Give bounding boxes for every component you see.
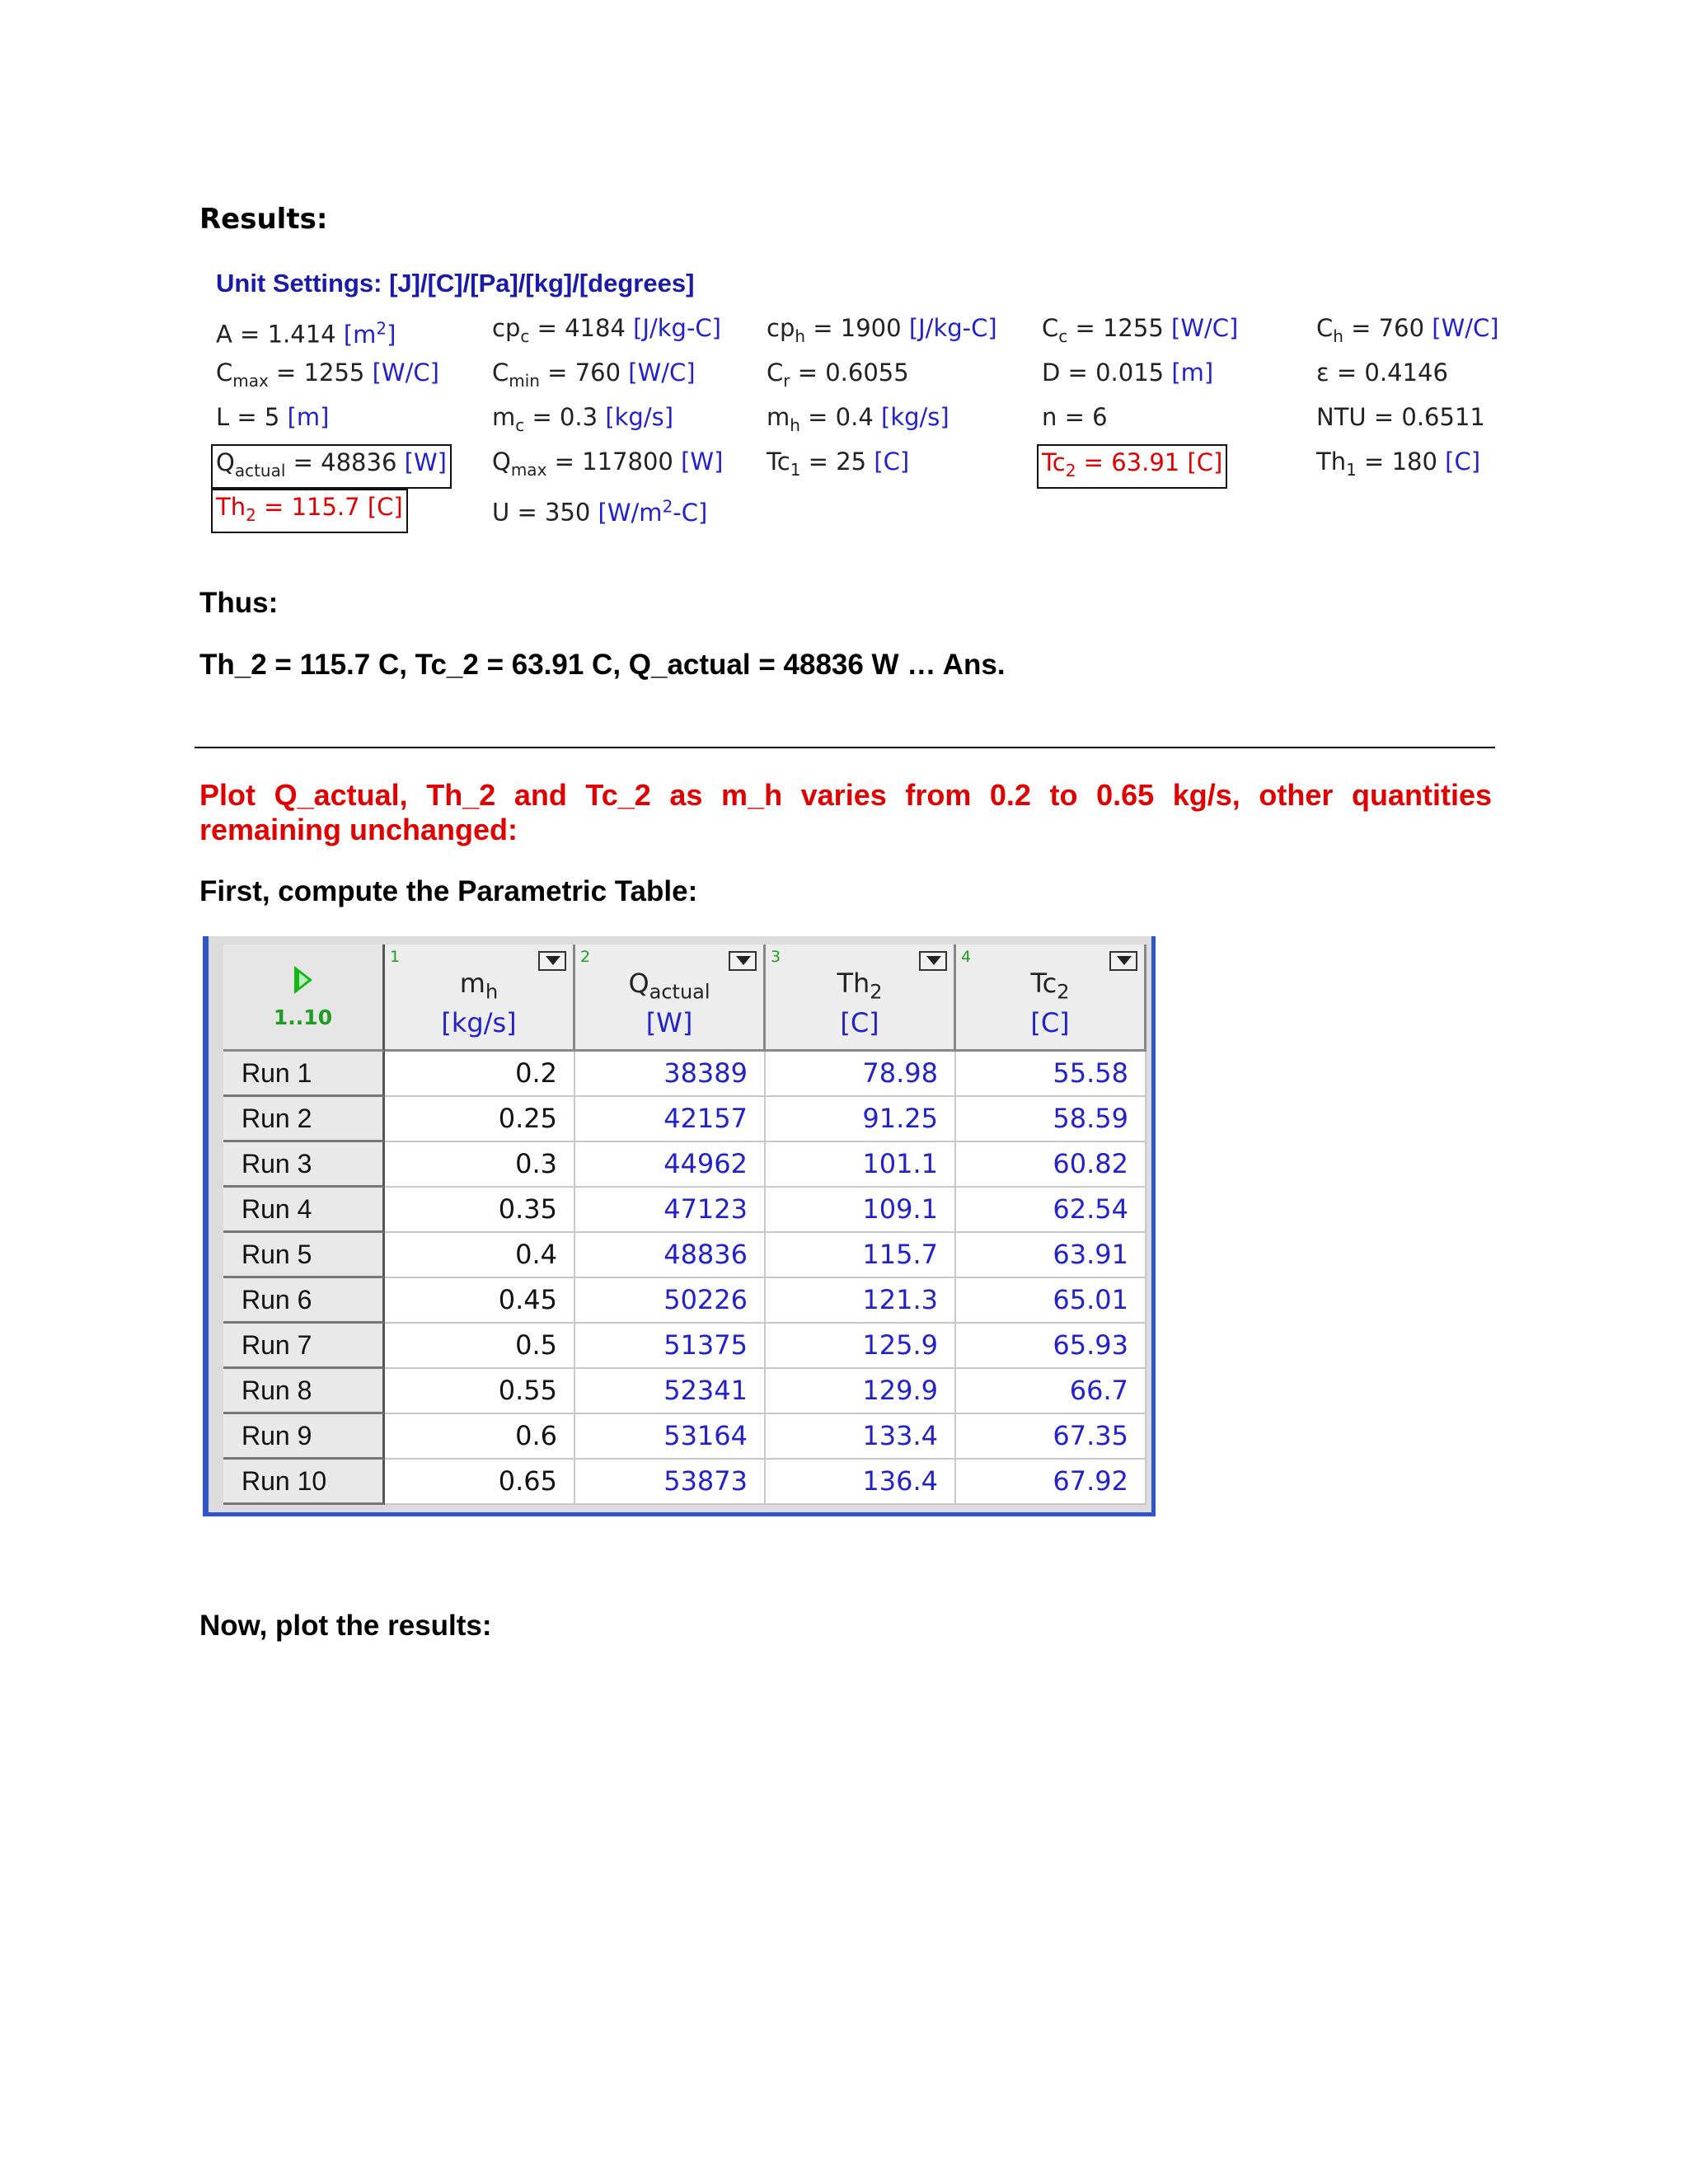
var-name: cp	[492, 314, 521, 342]
var-value: = 760	[539, 359, 629, 387]
run-label[interactable]: Run 1	[223, 1052, 385, 1097]
var-subscript: r	[783, 370, 790, 391]
var-cmax	[216, 358, 439, 396]
parametric-table	[203, 936, 1156, 1516]
column-unit: [C]	[1030, 1007, 1070, 1038]
table-cell[interactable]: 0.2	[385, 1052, 575, 1097]
var-value: = 1255	[1067, 314, 1172, 342]
table-cell[interactable]: 133.4	[766, 1414, 956, 1460]
var-value: = 25	[800, 448, 874, 476]
var-name: NTU	[1316, 403, 1367, 431]
var-subscript: 1	[790, 459, 801, 480]
column-unit: [C]	[840, 1007, 879, 1038]
table-cell[interactable]: 48836	[575, 1233, 766, 1278]
column-number: 4	[961, 948, 972, 966]
var-name: Q	[492, 448, 511, 476]
var-u	[492, 491, 707, 527]
run-label[interactable]: Run 5	[223, 1233, 385, 1278]
var-unit: [C]	[874, 448, 910, 476]
var-name: C	[492, 359, 509, 387]
var-subscript: 2	[1065, 460, 1076, 480]
var-qmax	[492, 447, 723, 485]
var-unit: [kg/s]	[881, 403, 950, 431]
var-subscript: c	[1058, 326, 1068, 346]
table-cell[interactable]: 0.55	[385, 1369, 575, 1414]
run-label[interactable]: Run 2	[223, 1097, 385, 1142]
table-cell[interactable]: 121.3	[766, 1278, 956, 1324]
var-unit: [W/C]	[372, 359, 439, 387]
var-name: C	[1316, 314, 1334, 342]
table-cell[interactable]: 50226	[575, 1278, 766, 1324]
var-eps	[1316, 358, 1448, 387]
var-subscript: c	[520, 326, 530, 346]
table-cell[interactable]: 91.25	[766, 1097, 956, 1142]
run-selector-header[interactable]	[223, 944, 385, 1052]
table-cell[interactable]: 0.25	[385, 1097, 575, 1142]
var-value: = 63.91	[1076, 448, 1188, 476]
var-name: Th	[1316, 448, 1347, 476]
column-header-4[interactable]	[956, 944, 1146, 1052]
var-unit: $[W/m^2-C]$	[598, 496, 708, 527]
table-cell[interactable]: 0.45	[385, 1278, 575, 1324]
table-cell[interactable]: 0.6	[385, 1414, 575, 1460]
column-number: 3	[771, 948, 781, 966]
var-name: Th	[216, 493, 246, 521]
run-label[interactable]: Run 10	[223, 1460, 385, 1505]
var-name: cp	[767, 314, 795, 342]
column-name: $Tc_2$	[1030, 968, 1070, 1004]
now-plot-heading: Now, plot the results:	[199, 1610, 492, 1642]
var-unit: [m]	[287, 403, 330, 431]
var-a	[216, 313, 396, 349]
column-number: 1	[390, 948, 401, 966]
var-mc	[492, 402, 673, 440]
var-unit: [C]	[1445, 448, 1481, 476]
table-cell[interactable]: 55.58	[956, 1052, 1146, 1097]
column-header-1[interactable]	[385, 944, 575, 1052]
var-value: = 0.6511	[1366, 403, 1485, 431]
var-value: = 1255	[268, 359, 373, 387]
table-cell[interactable]: 58.59	[956, 1097, 1146, 1142]
var-value: = 6	[1057, 403, 1108, 431]
var-unit: [W/C]	[1432, 314, 1499, 342]
var-value: = 5	[229, 403, 288, 431]
var-value: = 115.7	[256, 493, 368, 521]
var-name: Tc	[767, 448, 790, 476]
table-cell[interactable]: 0.4	[385, 1233, 575, 1278]
table-cell[interactable]: 38389	[575, 1052, 766, 1097]
var-name: A	[216, 320, 232, 349]
var-unit: [W]	[404, 448, 447, 476]
run-label[interactable]: Run 8	[223, 1369, 385, 1414]
column-number: 2	[580, 948, 591, 966]
var-subscript: min	[509, 370, 540, 391]
var-subscript: h	[790, 415, 800, 435]
table-cell[interactable]: 0.3	[385, 1142, 575, 1188]
table-cell[interactable]: 109.1	[766, 1188, 956, 1233]
var-subscript: c	[515, 415, 525, 435]
var-subscript: max	[232, 370, 269, 391]
column-unit: [kg/s]	[441, 1007, 517, 1038]
var-value: = 0.4	[799, 403, 882, 431]
play-icon-highlight	[299, 972, 308, 987]
table-cell[interactable]: 47123	[575, 1188, 766, 1233]
var-value: = 48836	[285, 448, 405, 476]
table-cell[interactable]: 78.98	[766, 1052, 956, 1097]
var-unit: $[m^2]$	[343, 318, 396, 349]
var-unit: [J/kg-C]	[633, 314, 721, 342]
var-name: m	[492, 403, 516, 431]
table-cell[interactable]: 0.5	[385, 1324, 575, 1369]
table-cell[interactable]: 66.7	[956, 1369, 1146, 1414]
table-cell[interactable]: 53873	[575, 1460, 766, 1505]
var-value: = 180	[1356, 448, 1446, 476]
table-cell[interactable]: 60.82	[956, 1142, 1146, 1188]
var-cph	[767, 313, 997, 351]
var-value: = 1900	[805, 314, 909, 342]
var-value: = 117800	[546, 448, 682, 476]
var-value: = 4184	[529, 314, 634, 342]
var-cc	[1042, 313, 1238, 351]
table-cell[interactable]: 67.35	[956, 1414, 1146, 1460]
var-tc2	[1037, 444, 1227, 489]
var-name: Q	[216, 448, 235, 476]
column-name: $m_h$	[459, 968, 499, 1004]
var-value: = 0.4146	[1329, 359, 1448, 387]
var-value: = 1.414	[232, 320, 344, 349]
var-unit: [J/kg-C]	[908, 314, 997, 342]
var-unit: [kg/s]	[605, 403, 674, 431]
var-cr	[767, 358, 909, 396]
var-cpc	[492, 313, 721, 351]
var-unit: [C]	[1187, 448, 1223, 476]
run-range: 1..10	[273, 1005, 333, 1029]
var-tc1	[767, 447, 909, 485]
var-ntu	[1316, 402, 1485, 432]
var-subscript: actual	[234, 460, 286, 480]
var-n	[1042, 402, 1108, 432]
table-cell[interactable]: 0.35	[385, 1188, 575, 1233]
var-subscript: h	[795, 326, 806, 346]
table-cell[interactable]: 115.7	[766, 1233, 956, 1278]
var-name: C	[216, 359, 233, 387]
table-cell[interactable]: 52341	[575, 1369, 766, 1414]
column-name: $Q_{actual}$	[628, 968, 710, 1004]
var-name: D	[1042, 359, 1061, 387]
var-ch	[1316, 313, 1499, 351]
var-unit: [W/C]	[628, 359, 696, 387]
var-qactual	[211, 444, 452, 489]
var-value: = 0.6055	[790, 359, 909, 387]
table-cell[interactable]: 136.4	[766, 1460, 956, 1505]
var-value: = 350	[509, 498, 598, 527]
column-header-3[interactable]	[766, 944, 956, 1052]
var-name: m	[767, 403, 790, 431]
table-cell[interactable]: 101.1	[766, 1142, 956, 1188]
var-unit: [m]	[1171, 359, 1214, 387]
var-d	[1042, 358, 1213, 387]
var-subscript: h	[1333, 326, 1343, 346]
var-l	[216, 402, 329, 432]
var-subscript: 2	[246, 504, 256, 525]
results-heading: Results:	[199, 203, 328, 236]
table-cell[interactable]: 67.92	[956, 1460, 1146, 1505]
table-cell[interactable]: 51375	[575, 1324, 766, 1369]
table-cell[interactable]: 65.93	[956, 1324, 1146, 1369]
run-label[interactable]: Run 7	[223, 1324, 385, 1369]
answer-line: Th_2 = 115.7 C, Tc_2 = 63.91 C, Q_actual = 48836 W … Ans.	[199, 649, 1006, 681]
thus-label: Thus:	[199, 587, 279, 619]
table-cell[interactable]: 129.9	[766, 1369, 956, 1414]
var-value: = 0.3	[524, 403, 606, 431]
var-unit: [W/C]	[1171, 314, 1239, 342]
var-name: Tc	[1042, 448, 1066, 476]
run-label[interactable]: Run 4	[223, 1188, 385, 1233]
var-name: ε	[1316, 359, 1329, 387]
var-value: = 0.015	[1060, 359, 1172, 387]
table-cell[interactable]: 0.65	[385, 1460, 575, 1505]
var-unit: [W]	[681, 448, 724, 476]
var-unit: [C]	[367, 493, 403, 521]
column-header-2[interactable]	[575, 944, 766, 1052]
column-name: $Th_2$	[837, 968, 883, 1004]
column-unit: [W]	[645, 1007, 693, 1038]
parametric-table-heading: First, compute the Parametric Table:	[199, 875, 698, 907]
table-cell[interactable]: 65.01	[956, 1278, 1146, 1324]
var-cmin	[492, 358, 696, 396]
unit-settings: Unit Settings: [J]/[C]/[Pa]/[kg]/[degrees]	[216, 269, 695, 298]
var-value: = 760	[1343, 314, 1432, 342]
var-mh	[767, 402, 950, 440]
run-label[interactable]: Run 6	[223, 1278, 385, 1324]
plot-instruction: Plot Q_actual, Th_2 and Tc_2 as m_h varies from 0.2 to 0.65 kg/s, other quantities remaining unchanged:	[199, 778, 1492, 846]
table-cell[interactable]: 44962	[575, 1142, 766, 1188]
var-name: U	[492, 498, 510, 527]
table-cell[interactable]: 53164	[575, 1414, 766, 1460]
table-cell[interactable]: 62.54	[956, 1188, 1146, 1233]
table-cell[interactable]: 125.9	[766, 1324, 956, 1369]
var-th1	[1316, 447, 1480, 485]
run-label[interactable]: Run 3	[223, 1142, 385, 1188]
var-subscript: max	[510, 459, 547, 480]
table-cell[interactable]: 42157	[575, 1097, 766, 1142]
var-name: L	[216, 403, 230, 431]
var-name: C	[1042, 314, 1059, 342]
var-subscript: 1	[1346, 459, 1357, 480]
var-name: n	[1042, 403, 1057, 431]
run-label[interactable]: Run 9	[223, 1414, 385, 1460]
var-name: C	[767, 359, 784, 387]
var-th2	[211, 489, 408, 533]
table-cell[interactable]: 63.91	[956, 1233, 1146, 1278]
divider	[195, 747, 1495, 748]
